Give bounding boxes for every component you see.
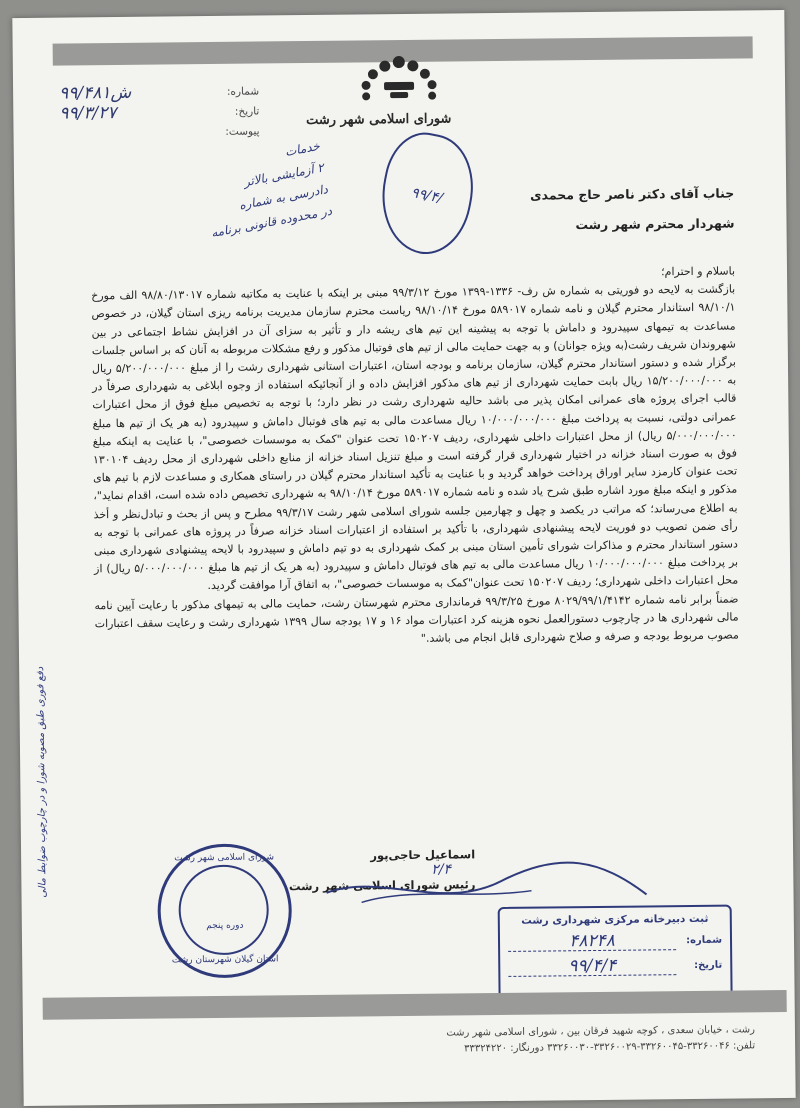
- date-row: [59, 101, 259, 123]
- side-note-text: دفع فوری طبق مصوبه شورا و در چارچوب ضوابط مالی: [35, 666, 49, 898]
- sign-date: ۲/۴: [431, 861, 452, 878]
- attachment-label: پیوست:: [225, 125, 260, 138]
- footer-phones: تلفن: ۳۳۲۶۰۰۴۶-۳۳۲۶۰۰۴۵-۳۳۲۶۰۰۲۹-۳۳۲۶۰۰۳۰ دورنگار: ۳۳۳۲۴۲۲۰: [464, 1040, 756, 1055]
- registry-date-label: تاریخ:: [693, 959, 723, 971]
- letter-meta: [59, 81, 260, 143]
- signatory-name: اسماعیل حاجی‌پور: [370, 847, 476, 863]
- registry-date-row: [508, 956, 722, 977]
- recipient-block: [530, 179, 735, 241]
- organization-name: شورای اسلامی شهر رشت: [306, 111, 452, 129]
- seal-inner-ring: [178, 864, 269, 955]
- handwritten-line: ۲ آزمایشی بالاتر: [242, 160, 325, 190]
- footer-address: رشت ، خیابان سعدی ، کوچه شهید فرقان بین ، شورای اسلامی شهر رشت: [446, 1024, 756, 1039]
- registry-stamp: [498, 905, 733, 999]
- registry-number-value: ۴۸۲۴۸: [508, 931, 676, 952]
- number-label: شماره:: [226, 85, 260, 98]
- handwritten-line: خدمات: [283, 138, 321, 160]
- registry-number-label: شماره:: [686, 934, 723, 947]
- footer-band: [43, 990, 787, 1020]
- number-row: [59, 81, 259, 103]
- recipient-title: شهردار محترم شهر رشت: [575, 215, 735, 233]
- letter-footer: [35, 1022, 755, 1062]
- handwritten-margin-note: [197, 135, 334, 244]
- number-value: ۹۹/۴۸۱ش: [59, 82, 132, 104]
- handwritten-signature: [321, 849, 652, 912]
- date-label: تاریخ:: [234, 105, 260, 118]
- letter-page: [12, 10, 795, 1106]
- date-value: ۹۹/۳/۲۷: [59, 102, 117, 124]
- seal-center-text: دوره پنجم: [206, 920, 244, 932]
- recipient-name: جناب آقای دکتر ناصر حاج محمدی: [530, 185, 735, 203]
- registry-title: ثبت دبیرخانه مرکزی شهرداری رشت: [521, 912, 709, 927]
- registry-date-value: ۹۹/۴/۴: [508, 956, 676, 977]
- seal-top-text: شورای اسلامی شهر رشت: [174, 852, 275, 864]
- handwritten-line: دادرسی به شماره: [237, 182, 329, 213]
- attachment-row: [59, 121, 259, 143]
- council-emblem-icon: [354, 52, 445, 111]
- seal-bottom-text: استان گیلان شهرستان رشت: [171, 954, 279, 966]
- council-seal: [157, 843, 292, 978]
- stamp-date: ۹۹/۴/: [409, 184, 445, 207]
- attachment-value: [60, 132, 194, 133]
- greeting: باسلام و احترام؛: [661, 264, 736, 279]
- registry-number-row: [508, 931, 722, 952]
- letter-body: [91, 263, 739, 652]
- signatory-title: رئیس شورای اسلامی شهر رشت: [288, 877, 476, 894]
- handwritten-line: در محدوده قانونی برنامه: [209, 203, 334, 241]
- body-paragraph: ضمناً برابر نامه شماره ۸۰۲۹/۹۹/۱/۴۱۴۲ مورخ ۹۹/۳/۲۵ فرمانداری محترم شهرستان رشت، حمایت مالی به تیمهای مذکور با رعایت آیین نامه مالی شهرداری ها در چارچوب دستورالعمل نحوه هزینه کرد اعتبارات مواد ۱۶ و ۱۷ بودجه سال ۱۳۹۹ شهرداری رشت و رعایت سقف اعتبارات مصوب مربوط بودجه و صرفه و صلاح شهرداری قابل انجام می باشد.": [94, 592, 739, 645]
- body-paragraph: بازگشت به لایحه دو فوریتی به شماره ش رف- ۱۳۳۶-۱۳۹۹ مورخ ۹۹/۳/۱۲ مبنی بر اینکه با عنایت به مکاتبه شماره ۹۸/۸۰/۱۳۰۱۷ الف مورخ ۹۸/۱۰/۱ استاندار محترم گیلان و نامه شماره ۵۸۹۰۱۷ مورخ ۹۸/۱۰/۱۴ ریاست محترم سازمان مدیریت برنامه ریزی استان گیلان، در خصوص مساعدت به تیمهای سپیدرود و داماش با توجه به پیشینه این تیم های ریشه دار و تأثیر به سزای آن در افزایش نشاط اجتماعی در بین شهروندان شریف رشت(به ویژه جوانان) و به جهت حمایت مالی از تیم های فوتبال مذکور و رفع مشکلات مربوطه به آنان که بر اساس جلسات برگزار شده و دستور استاندار محترم گیلان، سازمان برنامه و بودجه استان، اعتبارات استانی شهرداری رشت را از مبلغ ۵/۲۰۰/۰۰۰/۰۰۰ ریال به ۱۵/۲۰۰/۰۰۰/۰۰۰ ریال بابت حمایت شهرداری از تیم های مذکور افزایش داده و از آنجائیکه استفاده از وجوه ابلاغی به شهرداری صرفاً در قالب اجرای پروژه های عمرانی امکان پذیر می باشد حالیه شهرداری رشت در نظر دارد؛ با توجه به تخصیص مبلغ فوق از محل اعتبارات عمرانی دولتی، نسبت به پرداخت مبلغ ۱۰/۰۰۰/۰۰۰/۰۰۰ ریال مساعدت مالی به تیم های فوتبال داماش و سپیدرود (به هر یک از تیم ها مبلغ ۵/۰۰۰/۰۰۰/۰۰۰ ریال) از محل اعتبارات داخلی شهرداری، ردیف ۱۵۰۲۰۷ تحت عنوان "کمک به موسسات خصوصی"، با عنایت به اینکه مبلغ فوق به صورت اسناد خزانه در اختیار شهرداری قرار گرفته است و مبلغ تنزیل اسناد خزانه از منابع داخلی شهرداری از محل ردیف ۱۳۰۱۰۴ تحت عنوان کارمزد سایر اوراق پرداخت خواهد گردید و با عنایت به تأکید استاندار محترم گیلان در راستای همکاری و مساعدت لازم با تیم های مذکور و اینکه مبلغ مورد اشاره طبق شرح یاد شده و نامه شماره ۵۸۹۰۱۷ مورخ ۹۸/۱۰/۱۴ به شهرداری تخصیص داده شده است، اقدام نماید"، به اطلاع می‌رساند؛ که مراتب در یکصد و چهل و چهارمین جلسه شورای اسلامی شهر رشت ۹۹/۳/۱۷ مطرح و پس از بحث و تبادل‌نظر و أخذ رأی ضمن تصویب دو فوریت لایحه پیشنهادی شهرداری، با تأکید بر استفاده از اعتبارات اسناد خزانه صرفاً در پروژه های عمرانی با توجه به دستور استاندار محترم و مذاکرات شورای تأمین استان مبنی بر کمک شهرداری به دو تیم داماش و سپیدرود با لایحه پیشنهادی شهرداری مبنی بر پرداخت مبلغ ۱۰/۰۰۰/۰۰۰/۰۰۰ ریال مساعدت مالی به تیم های فوتبال داماش و سپیدرود (به هر یک از تیم ها مبلغ ۵/۰۰۰/۰۰۰/۰۰۰ ریال) از محل اعتبارات داخلی شهرداری؛ ردیف ۱۵۰۲۰۷ تحت عنوان"کمک به موسسات خصوصی"، به اتفاق آرا موافقت گردید.: [91, 282, 739, 593]
